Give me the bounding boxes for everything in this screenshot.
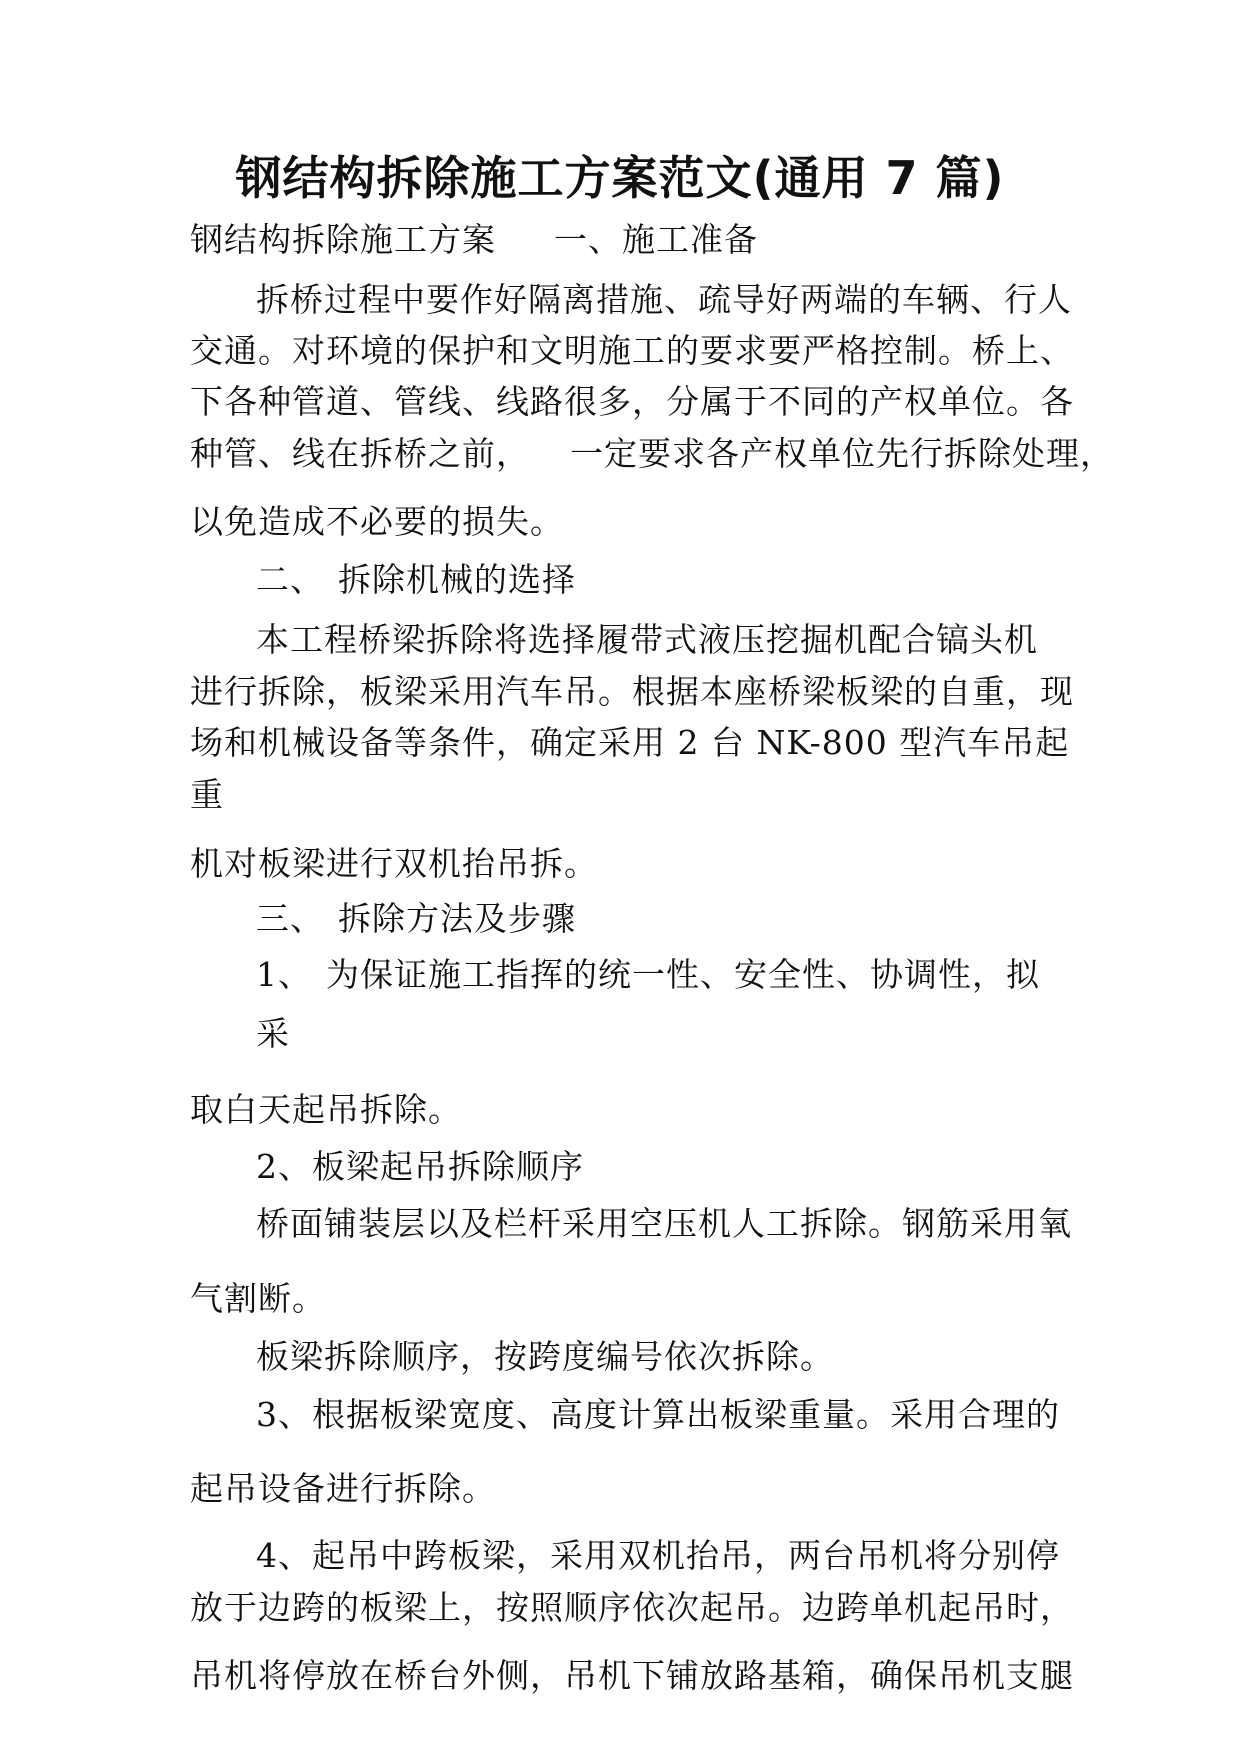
text-line: 3、根据板梁宽度、高度计算出板梁重量。采用合理的 [256,1395,1060,1434]
text-line: 4、起吊中跨板梁，采用双机抬吊，两台吊机将分别停 [256,1536,1060,1575]
text-segment: 一定要求各产权单位先行拆除处理， [570,434,1114,473]
section-heading: 一、施工准备 [554,220,758,259]
text-line: 进行拆除，板梁采用汽车吊。根据本座桥梁板梁的自重，现 [190,672,1074,711]
section-title: 拆除机械的选择 [338,560,576,599]
text-line: 2、板梁起吊拆除顺序 [256,1147,584,1186]
text-line: 桥面铺装层以及栏杆采用空压机人工拆除。钢筋采用氧 [256,1204,1072,1243]
text-line: 放于边跨的板梁上，按照顺序依次起吊。边跨单机起吊时， [190,1588,1074,1627]
text-line: 取白天起吊拆除。 [190,1090,462,1129]
section-heading [256,897,1126,941]
text-line: 采 [256,1014,290,1053]
text-line: 起吊设备进行拆除。 [190,1469,496,1508]
text-line: 机对板梁进行双机抬吊拆。 [190,844,598,883]
doc-subject: 钢结构拆除施工方案 [190,220,496,259]
text-line: 以免造成不必要的损失。 [190,502,564,541]
section-number: 三、 [256,899,324,938]
item-number: 1、 [256,955,312,994]
text-line [190,218,1060,262]
text-line: 气割断。 [190,1279,326,1318]
document-title: 钢结构拆除施工方案范文(通用 7 篇) [235,151,1005,205]
text-line: 吊机将停放在桥台外侧，吊机下铺放路基箱，确保吊机支腿 [190,1656,1074,1695]
text-line: 重 [190,775,224,814]
text-line [190,432,1114,476]
item-text: 为保证施工指挥的统一性、安全性、协调性，拟 [326,955,1040,994]
text-line: 板梁拆除顺序，按跨度编号依次拆除。 [256,1337,834,1376]
text-line: 场和机械设备等条件，确定采用 2 台 NK-800 型汽车吊起 [190,723,1070,762]
section-title: 拆除方法及步骤 [338,899,576,938]
section-heading [256,558,1126,602]
section-number: 二、 [256,560,324,599]
text-line: 本工程桥梁拆除将选择履带式液压挖掘机配合镐头机 [256,620,1038,659]
text-segment: 种管、线在拆桥之前， [190,434,530,473]
text-line: 拆桥过程中要作好隔离措施、疏导好两端的车辆、行人 [256,280,1072,319]
list-item [256,953,1126,997]
text-line: 交通。对环境的保护和文明施工的要求要严格控制。桥上、 [190,331,1074,370]
text-line: 下各种管道、管线、线路很多，分属于不同的产权单位。各 [190,382,1074,421]
